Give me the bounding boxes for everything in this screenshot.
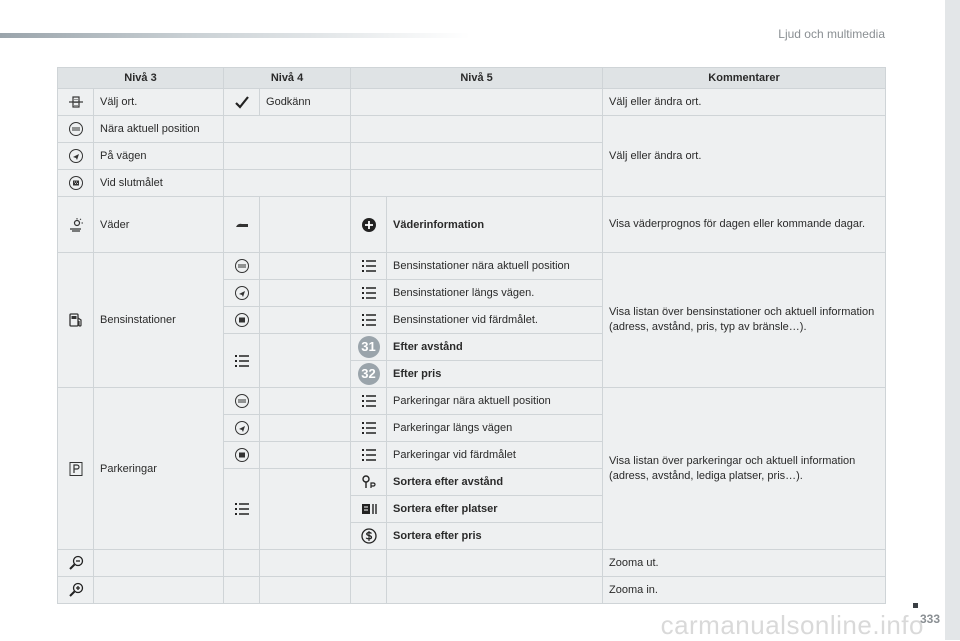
list-icon: [361, 312, 377, 328]
position-icon: [234, 393, 250, 409]
menu-table: [57, 67, 886, 604]
parkering-sub1: Parkeringar nära aktuell position: [387, 388, 603, 415]
parkering-sub2: Parkeringar längs vägen: [387, 415, 603, 442]
table-row: [58, 116, 886, 143]
zoom-in-icon: [68, 582, 84, 598]
header-accent-bar: [0, 33, 470, 38]
check-icon: [234, 94, 250, 110]
parking-icon: [68, 461, 84, 477]
table-row: [58, 577, 886, 604]
watermark: carmanualsonline.info: [660, 610, 924, 640]
fuel-pump-icon: [68, 312, 84, 328]
section-title: Ljud och multimedia: [778, 27, 885, 41]
route-icon: [68, 148, 84, 164]
position-icon: [68, 121, 84, 137]
bensin-sub2: Bensinstationer längs vägen.: [387, 280, 603, 307]
comment-valj-ort: Välj eller ändra ort.: [603, 89, 886, 116]
row-label-parkeringar: Parkeringar: [94, 388, 224, 550]
parkering-sub3: Parkeringar vid färdmålet: [387, 442, 603, 469]
table-row: [58, 253, 886, 280]
row-label-vader: Väder: [94, 197, 224, 253]
distance-pin-icon: [361, 474, 377, 490]
list-icon: [234, 353, 250, 369]
dollar-icon: [361, 528, 377, 544]
column-header-niva3: Nivå 3: [58, 68, 224, 89]
list-icon: [361, 447, 377, 463]
parkering-sort1: Sortera efter avstånd: [387, 469, 603, 496]
column-header-niva5: Nivå 5: [351, 68, 603, 89]
list-icon: [361, 258, 377, 274]
godkann-label: Godkänn: [260, 89, 351, 116]
weather-small-icon: [234, 217, 250, 233]
badge-32: 32: [358, 363, 380, 385]
destination-icon: [68, 175, 84, 191]
destination-icon: [234, 447, 250, 463]
row-label-pa-vagen: På vägen: [94, 143, 224, 170]
page-number: 333: [919, 612, 940, 626]
parkering-sort2: Sortera efter platser: [387, 496, 603, 523]
vaderinformation-label: Väderinformation: [387, 197, 603, 253]
table-row: [58, 550, 886, 577]
parkering-sort3: Sortera efter pris: [387, 523, 603, 550]
list-icon: [361, 285, 377, 301]
comment-parkering: Visa listan över parkeringar och aktuell information (adress, avstånd, lediga platser, pris…).: [603, 388, 886, 550]
bensin-sub1: Bensinstationer nära aktuell position: [387, 253, 603, 280]
table-row: [58, 197, 886, 253]
list-icon: [361, 420, 377, 436]
comment-position: Välj eller ändra ort.: [603, 116, 886, 197]
comment-bensin: Visa listan över bensinstationer och aktuell information (adress, avstånd, pris, typ av bränsle…).: [603, 253, 886, 388]
destination-icon: [234, 312, 250, 328]
comment-zoom-ut: Zooma ut.: [603, 550, 886, 577]
plus-circle-icon: [361, 217, 377, 233]
city-icon: [68, 94, 84, 110]
weather-icon: [68, 217, 84, 233]
parking-spaces-icon: [361, 501, 377, 517]
list-icon: [234, 501, 250, 517]
table-row: [58, 388, 886, 415]
comment-zoom-in: Zooma in.: [603, 577, 886, 604]
column-header-niva4: Nivå 4: [224, 68, 351, 89]
row-label-nara: Nära aktuell position: [94, 116, 224, 143]
table-row: [58, 89, 886, 116]
route-icon: [234, 285, 250, 301]
comment-vader: Visa väderprognos för dagen eller kommande dagar.: [603, 197, 886, 253]
list-icon: [361, 393, 377, 409]
row-label-valj-ort: Välj ort.: [94, 89, 224, 116]
position-icon: [234, 258, 250, 274]
bensin-sort1: Efter avstånd: [387, 334, 603, 361]
row-label-bensinstationer: Bensinstationer: [94, 253, 224, 388]
column-header-kommentarer: Kommentarer: [603, 68, 886, 89]
zoom-out-icon: [68, 555, 84, 571]
badge-31: 31: [358, 336, 380, 358]
table-header-row: [58, 68, 886, 89]
route-icon: [234, 420, 250, 436]
row-label-vid-slutmalet: Vid slutmålet: [94, 170, 224, 197]
bensin-sort2: Efter pris: [387, 361, 603, 388]
bensin-sub3: Bensinstationer vid färdmålet.: [387, 307, 603, 334]
page-sidebar-strip: [945, 0, 960, 640]
page-marker: [913, 603, 918, 608]
